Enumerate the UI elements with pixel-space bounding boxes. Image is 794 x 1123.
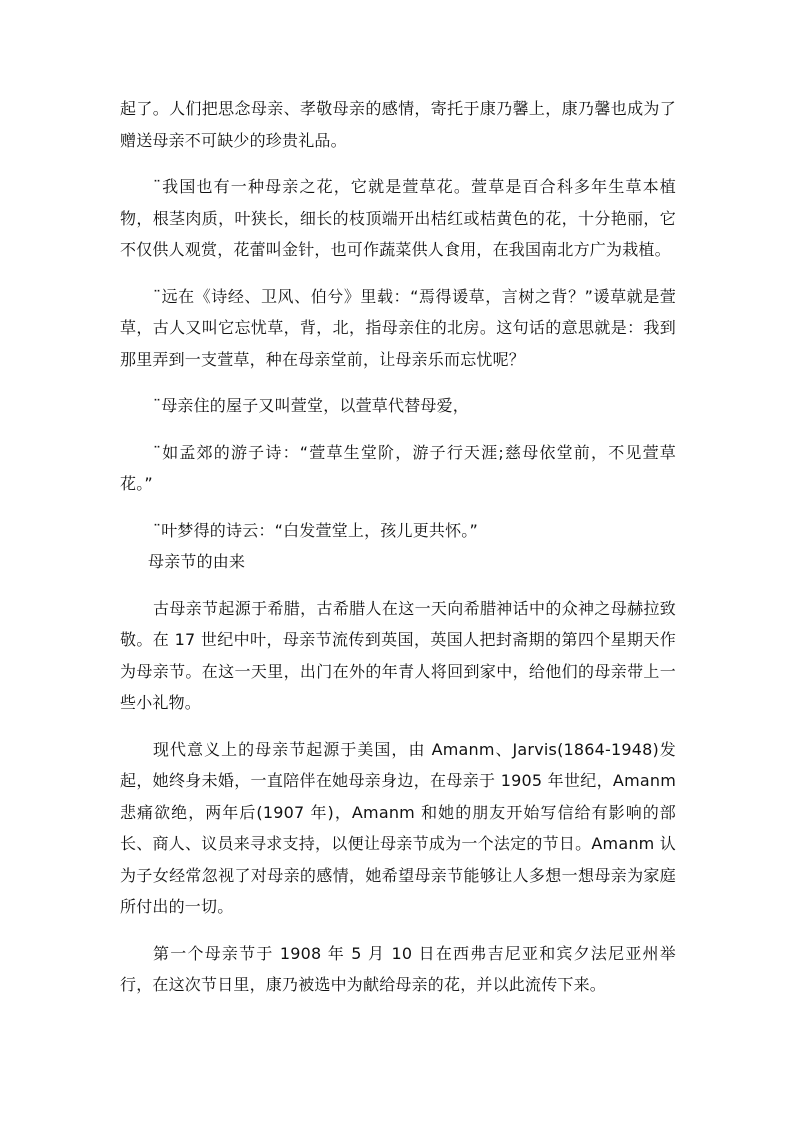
paragraph-xuantang: ¨母亲住的屋子又叫萱堂，以萱草代替母爱， [153, 396, 470, 415]
paragraph-modern-origin: 现代意义上的母亲节起源于美国，由 Amanm、Jarvis(1864-1948)发起，她终身未婚，一直陪伴在她母亲身边，在母亲于 1905 年世纪，Amanm 悲痛欲绝，两年后(1907 年)，Amanm 和她的朋友开始写信给有影响的部长、商人、议员来寻求支持，以便让母亲节成为一个法定的节日。Amanm 认为子女经常忽视了对母亲的感情，她希望母亲节能够让人多想一想母亲为家庭所付出的一切。 [120, 739, 676, 916]
paragraph-book-of-songs: ¨远在《诗经、卫风、伯兮》里载：“焉得谖草，言树之背？”谖草就是萱草，古人又叫它忘忧草，背，北，指母亲住的北房。这句话的意思就是：我到那里弄到一支萱草，种在母亲堂前，让母亲乐而忘忧呢？ [120, 286, 676, 369]
document-body [120, 93, 676, 1001]
paragraph-greek-origin: 古母亲节起源于希腊，古希腊人在这一天向希腊神话中的众神之母赫拉致敬。在 17 世纪中叶，母亲节流传到英国，英国人把封斋期的第四个星期天作为母亲节。在这一天里，出门在外的年青人将回到家中，给他们的母亲带上一些小礼物。 [120, 598, 676, 712]
paragraph-meng-jiao-poem: ¨如孟郊的游子诗：“萱草生堂阶，游子行天涯;慈母依堂前，不见萱草花。” [120, 442, 676, 493]
paragraph-first-mothers-day: 第一个母亲节于 1908 年 5 月 10 日在西弗吉尼亚和宾夕法尼亚州举行，在这次节日里，康乃被选中为献给母亲的花，并以此流传下来。 [120, 943, 676, 994]
paragraph-carnation-gift: 起了。人们把思念母亲、孝敬母亲的感情，寄托于康乃馨上，康乃馨也成为了赠送母亲不可缺少的珍贵礼品。 [120, 99, 676, 150]
paragraph-ye-mengde-poem: ¨叶梦得的诗云：“白发萱堂上，孩儿更共怀。” [153, 520, 478, 540]
paragraph-daylily-flower: ¨我国也有一种母亲之花，它就是萱草花。萱草是百合科多年生草本植物，根茎肉质，叶狭长，细长的枝顶端开出桔红或桔黄色的花，十分艳丽，它不仅供人观赏，花蕾叫金针，也可作蔬菜供人食用，在我国南北方广为栽植。 [120, 177, 676, 259]
section-heading-origin: 母亲节的由来 [148, 552, 246, 571]
